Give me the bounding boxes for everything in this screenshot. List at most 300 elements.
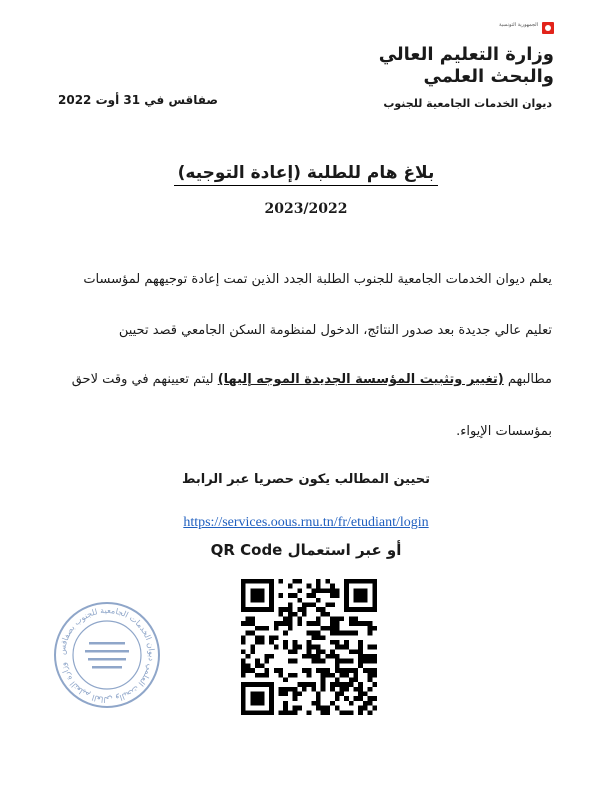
- qr-module: [297, 621, 302, 626]
- qr-module: [307, 649, 312, 654]
- qr-code-label: أو عبر استعمال QR Code: [210, 541, 402, 559]
- qr-module: [335, 593, 340, 598]
- qr-module: [241, 593, 246, 598]
- qr-module: [269, 692, 274, 697]
- qr-module: [307, 631, 312, 636]
- qr-module: [358, 687, 363, 692]
- qr-module: [250, 579, 255, 584]
- qr-module: [325, 602, 330, 607]
- qr-module: [297, 645, 302, 650]
- qr-module: [288, 607, 293, 612]
- qr-module: [335, 659, 340, 664]
- qr-module: [372, 696, 377, 701]
- qr-module: [241, 673, 246, 678]
- qr-module: [279, 612, 284, 617]
- qr-module: [358, 692, 363, 697]
- qr-module: [241, 607, 246, 612]
- qr-module: [368, 673, 373, 678]
- qr-module: [255, 579, 260, 584]
- qr-module: [264, 626, 269, 631]
- qr-module: [311, 593, 316, 598]
- qr-module: [372, 673, 377, 678]
- qr-module: [335, 696, 340, 701]
- qr-module: [335, 668, 340, 673]
- qr-module: [363, 579, 368, 584]
- qr-module: [316, 692, 321, 697]
- qr-module: [246, 631, 251, 636]
- qr-module: [311, 645, 316, 650]
- qr-module: [325, 654, 330, 659]
- qr-module: [283, 617, 288, 622]
- qr-module: [358, 654, 363, 659]
- qr-module: [363, 607, 368, 612]
- qr-module: [297, 607, 302, 612]
- qr-module: [344, 584, 349, 589]
- qr-module: [321, 612, 326, 617]
- qr-module: [354, 677, 359, 682]
- qr-module: [241, 588, 246, 593]
- qr-module: [372, 654, 377, 659]
- qr-module: [311, 635, 316, 640]
- qr-module: [368, 607, 373, 612]
- qr-module: [372, 626, 377, 631]
- qr-module: [283, 607, 288, 612]
- qr-module: [260, 710, 265, 715]
- qr-module: [293, 706, 298, 711]
- qr-module: [335, 677, 340, 682]
- qr-module: [250, 621, 255, 626]
- qr-module: [255, 696, 260, 701]
- qr-module: [311, 659, 316, 664]
- qr-module: [288, 612, 293, 617]
- qr-module: [269, 588, 274, 593]
- qr-module: [349, 617, 354, 622]
- qr-module: [293, 687, 298, 692]
- qr-module: [325, 626, 330, 631]
- qr-module: [372, 682, 377, 687]
- qr-module: [246, 668, 251, 673]
- qr-module: [246, 710, 251, 715]
- qr-module: [311, 602, 316, 607]
- ministry-logo: [378, 22, 554, 92]
- qr-module: [255, 635, 260, 640]
- qr-module: [311, 654, 316, 659]
- qr-module: [372, 593, 377, 598]
- document-date: صفاقس في 31 أوت 2022: [58, 93, 219, 107]
- office-name: ديوان الخدمات الجامعية للجنوب: [383, 97, 552, 110]
- qr-module: [311, 631, 316, 636]
- qr-module: [288, 584, 293, 589]
- qr-module: [283, 631, 288, 636]
- qr-module: [349, 668, 354, 673]
- qr-module: [250, 710, 255, 715]
- qr-module: [264, 654, 269, 659]
- update-heading: تحيين المطالب يكون حصريا عبر الرابط: [181, 472, 431, 487]
- qr-module: [269, 706, 274, 711]
- qr-module: [335, 617, 340, 622]
- qr-module: [250, 649, 255, 654]
- qr-module: [349, 682, 354, 687]
- qr-module: [330, 621, 335, 626]
- qr-module: [269, 701, 274, 706]
- qr-module: [344, 696, 349, 701]
- qr-module: [260, 593, 265, 598]
- qr-module: [250, 682, 255, 687]
- qr-module: [363, 621, 368, 626]
- qr-module: [260, 626, 265, 631]
- qr-module: [269, 593, 274, 598]
- qr-module: [269, 640, 274, 645]
- qr-module: [241, 649, 246, 654]
- qr-module: [311, 621, 316, 626]
- qr-module: [339, 668, 344, 673]
- qr-module: [260, 635, 265, 640]
- qr-module: [372, 668, 377, 673]
- official-stamp-icon: [52, 600, 162, 710]
- qr-module: [335, 626, 340, 631]
- paragraph-line-3-bold: (تغيير وتثبيت المؤسسة الجديدة الموجه إليها): [217, 372, 504, 387]
- qr-module: [344, 607, 349, 612]
- qr-module: [330, 687, 335, 692]
- qr-module: [293, 645, 298, 650]
- qr-module: [368, 626, 373, 631]
- qr-module: [297, 588, 302, 593]
- qr-module: [339, 659, 344, 664]
- qr-module: [349, 701, 354, 706]
- qr-module: [368, 631, 373, 636]
- qr-module: [339, 682, 344, 687]
- qr-module: [307, 654, 312, 659]
- qr-module: [260, 682, 265, 687]
- qr-module: [283, 706, 288, 711]
- qr-module: [260, 640, 265, 645]
- qr-module: [260, 588, 265, 593]
- qr-module: [358, 588, 363, 593]
- qr-module: [279, 687, 284, 692]
- qr-module: [241, 682, 246, 687]
- qr-module: [358, 706, 363, 711]
- qr-module: [354, 617, 359, 622]
- qr-module: [372, 598, 377, 603]
- qr-module: [330, 654, 335, 659]
- qr-module: [279, 668, 284, 673]
- qr-module: [344, 668, 349, 673]
- qr-module: [335, 692, 340, 697]
- qr-module: [335, 706, 340, 711]
- qr-module: [246, 682, 251, 687]
- qr-module: [297, 598, 302, 603]
- qr-module: [283, 645, 288, 650]
- qr-module: [316, 617, 321, 622]
- qr-module: [321, 635, 326, 640]
- qr-module: [250, 617, 255, 622]
- qr-module: [264, 579, 269, 584]
- qr-module: [288, 593, 293, 598]
- qr-module: [302, 654, 307, 659]
- qr-module: [316, 598, 321, 603]
- qr-module: [358, 621, 363, 626]
- qr-module: [330, 631, 335, 636]
- qr-module: [307, 640, 312, 645]
- qr-module: [339, 710, 344, 715]
- qr-module: [260, 598, 265, 603]
- qr-module: [307, 645, 312, 650]
- qr-module: [255, 659, 260, 664]
- qr-module: [293, 696, 298, 701]
- qr-module: [321, 607, 326, 612]
- qr-module: [255, 701, 260, 706]
- qr-module: [241, 692, 246, 697]
- qr-module: [363, 692, 368, 697]
- qr-module: [325, 668, 330, 673]
- qr-module: [288, 621, 293, 626]
- qr-module: [307, 668, 312, 673]
- qr-module: [316, 706, 321, 711]
- qr-module: [330, 626, 335, 631]
- qr-module: [363, 668, 368, 673]
- qr-module: [354, 621, 359, 626]
- qr-module: [241, 584, 246, 589]
- qr-module: [274, 645, 279, 650]
- qr-module: [255, 640, 260, 645]
- qr-module: [321, 626, 326, 631]
- qr-module: [363, 588, 368, 593]
- qr-module: [255, 663, 260, 668]
- notice-title-text: بلاغ هام للطلبة (إعادة التوجيه): [174, 163, 439, 186]
- qr-module: [363, 701, 368, 706]
- qr-module: [246, 607, 251, 612]
- ministry-name-line1: وزارة التعليم العالي: [378, 44, 554, 65]
- qr-module: [368, 645, 373, 650]
- qr-module: [330, 593, 335, 598]
- qr-module: [368, 696, 373, 701]
- qr-module: [339, 692, 344, 697]
- qr-module: [372, 607, 377, 612]
- qr-module: [316, 621, 321, 626]
- qr-module: [330, 682, 335, 687]
- qr-module: [283, 621, 288, 626]
- qr-module: [311, 687, 316, 692]
- qr-module: [354, 579, 359, 584]
- paragraph-line-3: [60, 372, 552, 388]
- qr-module: [321, 687, 326, 692]
- qr-module: [269, 696, 274, 701]
- qr-module: [264, 668, 269, 673]
- qr-module: [269, 654, 274, 659]
- qr-module: [241, 668, 246, 673]
- qr-module: [349, 659, 354, 664]
- qr-module: [302, 687, 307, 692]
- qr-module: [250, 607, 255, 612]
- qr-module: [255, 673, 260, 678]
- qr-module: [269, 687, 274, 692]
- qr-module: [279, 673, 284, 678]
- qr-module: [283, 701, 288, 706]
- qr-module: [325, 612, 330, 617]
- qr-module: [283, 677, 288, 682]
- qr-module: [325, 710, 330, 715]
- services-login-link[interactable]: https://services.oous.rnu.tn/fr/etudiant/login: [183, 515, 429, 530]
- qr-code-icon[interactable]: [241, 579, 377, 715]
- qr-module: [349, 621, 354, 626]
- qr-module: [335, 654, 340, 659]
- qr-module: [274, 621, 279, 626]
- qr-module: [260, 607, 265, 612]
- qr-module: [368, 654, 373, 659]
- qr-module: [344, 710, 349, 715]
- qr-module: [241, 663, 246, 668]
- qr-module: [279, 593, 284, 598]
- qr-module: [321, 649, 326, 654]
- qr-module: [269, 682, 274, 687]
- qr-module: [349, 649, 354, 654]
- qr-module: [368, 579, 373, 584]
- qr-module: [241, 659, 246, 664]
- qr-module: [297, 617, 302, 622]
- qr-module: [250, 588, 255, 593]
- qr-module: [269, 579, 274, 584]
- qr-module: [288, 617, 293, 622]
- qr-module: [349, 607, 354, 612]
- qr-module: [372, 579, 377, 584]
- qr-module: [339, 645, 344, 650]
- qr-module: [311, 701, 316, 706]
- qr-module: [283, 687, 288, 692]
- qr-module: [255, 692, 260, 697]
- qr-module: [358, 663, 363, 668]
- qr-module: [279, 579, 284, 584]
- qr-module: [241, 598, 246, 603]
- qr-module: [260, 692, 265, 697]
- qr-module: [288, 659, 293, 664]
- qr-module: [344, 659, 349, 664]
- qr-module: [264, 673, 269, 678]
- qr-module: [330, 602, 335, 607]
- qr-module: [316, 668, 321, 673]
- qr-module: [330, 701, 335, 706]
- qr-module: [279, 621, 284, 626]
- paragraph-line-3-end: ليتم تعيينهم في وقت لاحق: [71, 372, 218, 387]
- qr-module: [260, 673, 265, 678]
- qr-module: [321, 677, 326, 682]
- qr-module: [274, 626, 279, 631]
- qr-module: [368, 621, 373, 626]
- qr-module: [316, 607, 321, 612]
- qr-module: [255, 710, 260, 715]
- qr-module: [293, 659, 298, 664]
- qr-module: [307, 602, 312, 607]
- qr-module: [260, 696, 265, 701]
- qr-module: [321, 710, 326, 715]
- qr-module: [372, 659, 377, 664]
- qr-module: [316, 659, 321, 664]
- qr-module: [269, 710, 274, 715]
- qr-module: [255, 593, 260, 598]
- qr-module: [344, 579, 349, 584]
- qr-module: [279, 607, 284, 612]
- qr-module: [330, 584, 335, 589]
- qr-module: [255, 682, 260, 687]
- qr-module: [250, 701, 255, 706]
- republic-text: الجمهورية التونسية: [498, 22, 538, 28]
- qr-module: [307, 621, 312, 626]
- qr-module: [372, 706, 377, 711]
- qr-module: [358, 645, 363, 650]
- qr-module: [354, 668, 359, 673]
- qr-module: [339, 617, 344, 622]
- qr-module: [255, 588, 260, 593]
- qr-module: [354, 687, 359, 692]
- qr-module: [358, 579, 363, 584]
- qr-module: [279, 710, 284, 715]
- qr-module: [302, 607, 307, 612]
- qr-module: [349, 710, 354, 715]
- qr-module: [339, 687, 344, 692]
- qr-module: [363, 706, 368, 711]
- qr-module: [344, 682, 349, 687]
- qr-module: [269, 598, 274, 603]
- ministry-name-line2: والبحث العلمي: [423, 66, 554, 87]
- qr-module: [293, 673, 298, 678]
- qr-module: [316, 701, 321, 706]
- qr-module: [358, 710, 363, 715]
- qr-module: [297, 682, 302, 687]
- notice-title: [0, 163, 612, 183]
- qr-module: [330, 649, 335, 654]
- paragraph-line-4: بمؤسسات الإيواء.: [456, 424, 552, 439]
- qr-module: [302, 682, 307, 687]
- qr-module: [246, 579, 251, 584]
- qr-module: [288, 626, 293, 631]
- qr-module: [372, 645, 377, 650]
- qr-module: [325, 673, 330, 678]
- qr-module: [260, 663, 265, 668]
- qr-module: [264, 659, 269, 664]
- qr-module: [297, 579, 302, 584]
- qr-module: [246, 617, 251, 622]
- qr-module: [358, 607, 363, 612]
- qr-module: [335, 631, 340, 636]
- qr-module: [335, 588, 340, 593]
- paragraph-line-3-start: مطالبهم: [503, 372, 552, 387]
- qr-module: [335, 645, 340, 650]
- qr-module: [260, 701, 265, 706]
- qr-module: [297, 692, 302, 697]
- qr-module: [358, 696, 363, 701]
- qr-module: [302, 668, 307, 673]
- qr-module: [325, 706, 330, 711]
- qr-module: [293, 649, 298, 654]
- qr-module: [293, 612, 298, 617]
- qr-module: [307, 682, 312, 687]
- qr-module: [368, 701, 373, 706]
- qr-module: [241, 602, 246, 607]
- qr-module: [344, 588, 349, 593]
- qr-module: [241, 635, 246, 640]
- qr-module: [316, 645, 321, 650]
- qr-module: [344, 640, 349, 645]
- qr-module: [354, 631, 359, 636]
- qr-module: [302, 602, 307, 607]
- qr-module: [316, 649, 321, 654]
- qr-module: [363, 598, 368, 603]
- qr-module: [250, 668, 255, 673]
- qr-module: [293, 692, 298, 697]
- qr-module: [372, 602, 377, 607]
- qr-module: [288, 673, 293, 678]
- qr-module: [250, 645, 255, 650]
- qr-module: [335, 682, 340, 687]
